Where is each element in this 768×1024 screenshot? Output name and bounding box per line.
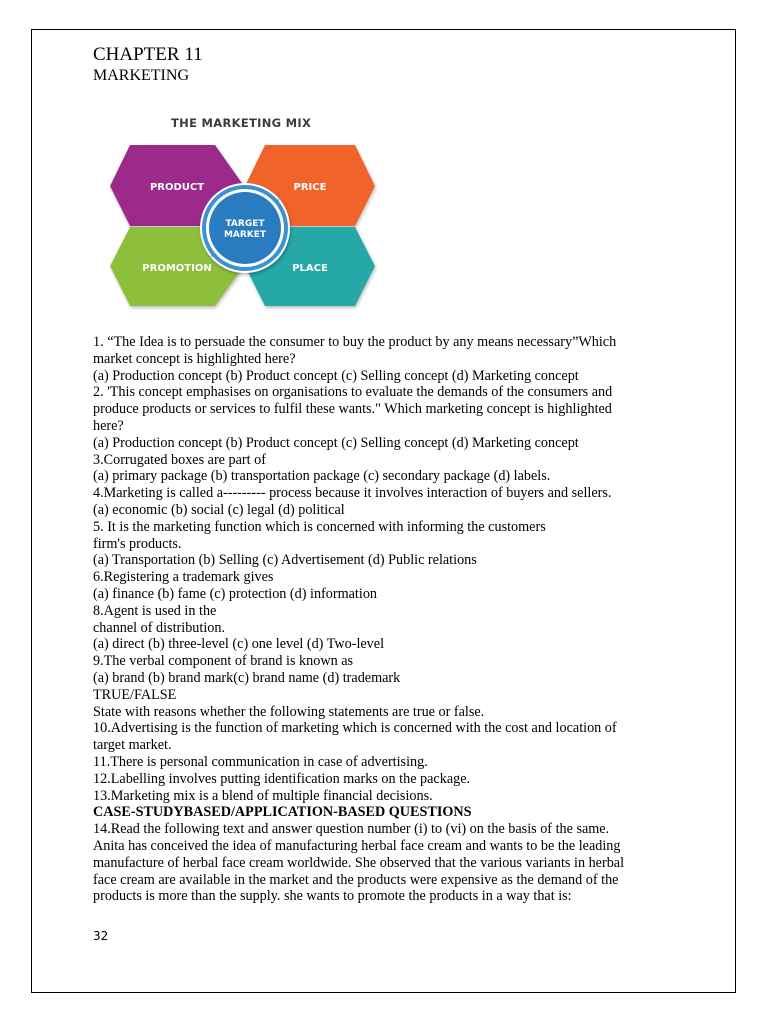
section-heading: TRUE/FALSE [93,686,177,703]
price-label: PRICE [293,182,327,193]
text-line: products is more than the supply. she wants to promote the products in a way that is: [93,888,572,905]
text-line: 10.Advertising is the function of marketing which is concerned with the cost and location of [93,720,617,737]
text-line: (a) brand (b) brand mark(c) brand name (d) trademark [93,669,401,686]
text-line: 1. “The Idea is to persuade the consumer to buy the product by any means necessary”Which [93,334,617,350]
subject-heading: MARKETING [93,67,189,84]
text-line: (a) Production concept (b) Product concept (c) Selling concept (d) Marketing concept [93,434,579,451]
text-line: 8.Agent is used in the [93,602,217,619]
text-line: 2. 'This concept emphasises on organisations to evaluate the demands of the consumers and [93,384,613,401]
text-line: 9.The verbal component of brand is known as [93,653,354,670]
text-line: (a) finance (b) fame (c) protection (d) information [93,585,378,602]
text-line: 12.Labelling involves putting identification marks on the package. [93,770,471,787]
text-line: manufacture of herbal face cream worldwide. She observed that the various variants in herbal [93,854,625,871]
text-line: here? [93,417,124,434]
text-line: 3.Corrugated boxes are part of [93,451,266,468]
text-line: 13.Marketing mix is a blend of multiple financial decisions. [93,787,433,804]
marketing-mix-graphic [105,113,385,313]
text-line: 14.Read the following text and answer question number (i) to (vi) on the basis of the same. [93,821,610,838]
text-line: (a) Transportation (b) Selling (c) Advertisement (d) Public relations [93,552,477,569]
marketing-mix-diagram [105,113,385,313]
text-line: 6.Registering a trademark gives [93,569,274,586]
chapter-heading: CHAPTER 11 [93,44,203,65]
text-line: Anita has conceived the idea of manufacturing herbal face cream and wants to be the leading [93,837,621,854]
text-line: (a) direct (b) three-level (c) one level (d) Two-level [93,636,385,653]
place-label: PLACE [292,263,328,274]
page-number: 32 [93,929,109,943]
text-line: (a) Production concept (b) Product concept (c) Selling concept (d) Marketing concept [93,367,579,384]
diagram-title: THE MARKETING MIX [171,116,312,130]
section-heading: CASE-STUDYBASED/APPLICATION-BASED QUESTIONS [93,804,472,821]
text-line: (a) primary package (b) transportation package (c) secondary package (d) labels. [93,468,551,485]
text-line: 4.Marketing is called a--------- process because it involves interaction of buyers and sellers. [93,485,612,502]
text-line: target market. [93,737,172,754]
target-label: TARGET [225,219,265,229]
market-label: MARKET [223,230,267,240]
question-text [93,334,683,905]
text-line: market concept is highlighted here? [93,350,296,367]
product-label: PRODUCT [149,182,205,193]
text-line: 11.There is personal communication in case of advertising. [93,753,428,770]
text-line: face cream are available in the market and the products were expensive as the demand of the [93,871,619,888]
text-line: firm's products. [93,535,182,552]
text-line: State with reasons whether the following statements are true or false. [93,703,485,720]
text-line: (a) economic (b) social (c) legal (d) political [93,501,345,518]
text-line: 5. It is the marketing function which is concerned with informing the customers [93,518,546,535]
text-line: produce products or services to fulfil these wants." Which marketing concept is highlighted [93,401,612,418]
promotion-label: PROMOTION [142,263,212,274]
text-line: channel of distribution. [93,619,225,636]
